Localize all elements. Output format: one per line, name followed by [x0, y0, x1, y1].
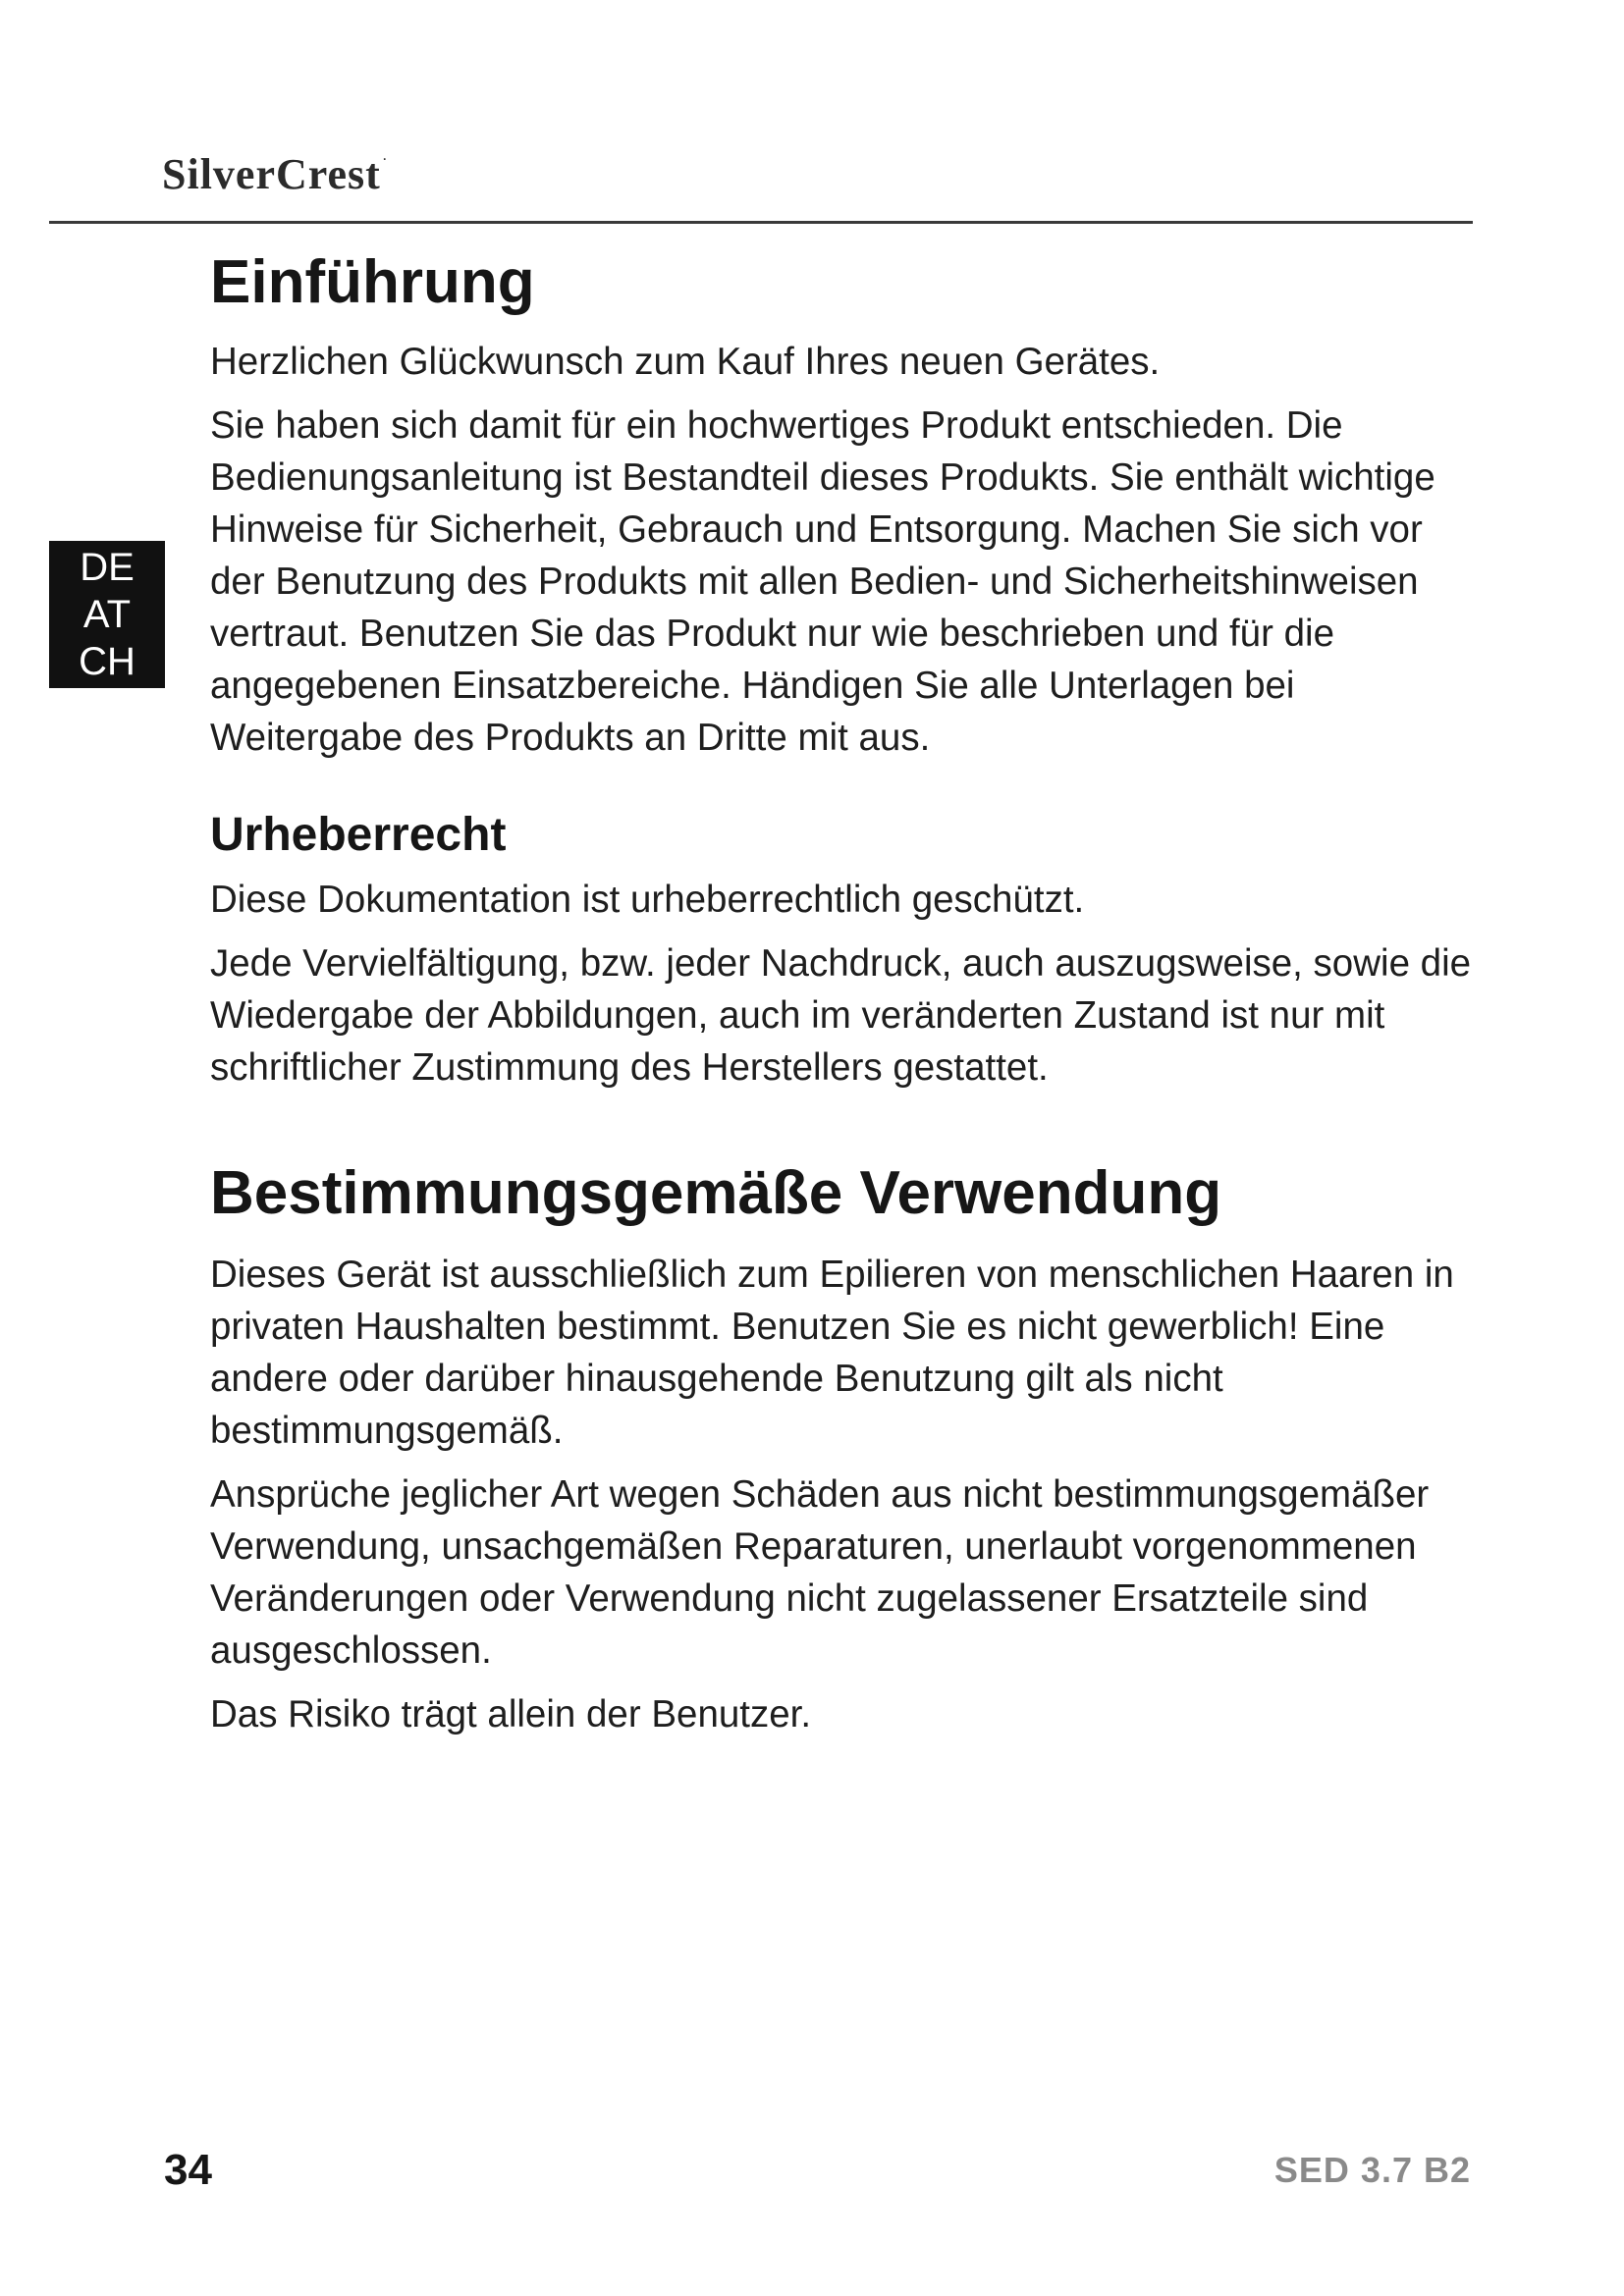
copyright-paragraph-1: Diese Dokumentation ist urheberrechtlich geschützt. [210, 879, 1085, 921]
brand-logo [162, 150, 388, 198]
model-number: SED 3.7 B2 [1273, 2150, 1471, 2190]
copyright-paragraph-2: Jede Vervielfältigung, bzw. jeder Nachdruck, auch auszugsweise, sowie die Wiedergabe der Abbildungen, auch im veränderten Zustand ist nur mit schriftlicher Zustimmung des Herstellers gestattet. [210, 942, 1472, 1089]
heading-intended-use: Bestimmungsgemäße Verwendung [210, 1159, 1222, 1227]
header-divider [49, 221, 1473, 224]
page-number: 34 [164, 2146, 212, 2194]
brand-mark: · [382, 152, 388, 166]
intended-use-paragraph-3: Das Risiko trägt allein der Benutzer. [210, 1693, 812, 1735]
language-tab [49, 541, 165, 688]
page-content [210, 241, 1477, 1740]
heading-copyright: Urheberrecht [210, 809, 507, 861]
section-copyright [210, 803, 1477, 1094]
language-tab-at: AT [82, 593, 132, 636]
intended-use-paragraph-2: Ansprüche jeglicher Art wegen Schäden aus nicht bestimmungsgemäßer Verwendung, unsachgemäßen Reparaturen, unerlaubt vorgenommenen Veränderungen oder Verwendung nicht zugelassener Ersatzteile sind ausgeschlossen. [210, 1473, 1430, 1672]
language-tab-ch: CH [79, 640, 135, 683]
heading-intro: Einführung [210, 248, 535, 316]
brand-name: SilverCrest [162, 150, 381, 198]
section-intended-use [210, 1152, 1477, 1740]
language-tab-de: DE [80, 546, 135, 589]
intro-paragraph-1: Herzlichen Glückwunsch zum Kauf Ihres neuen Gerätes. [210, 341, 1161, 383]
intro-paragraph-2: Sie haben sich damit für ein hochwertiges Produkt entschieden. Die Bedienungsanleitung ist Bestandteil dieses Produkts. Sie enthält wichtige Hinweise für Sicherheit, Gebrauch und Entsorgung. Machen Sie sich vor der Benutzung des Produkts mit allen Bedien- und Sicherheitshinweisen vertraut. Benutzen Sie das Produkt nur wie beschrieben und für die angegebenen Einsatzbereiche. Händigen Sie alle Unterlagen bei Weitergabe des Produkts an Dritte mit aus. [210, 404, 1435, 759]
intended-use-paragraph-1: Dieses Gerät ist ausschließlich zum Epilieren von menschlichen Haaren in privaten Haushalten bestimmt. Benutzen Sie es nicht gewerblich! Eine andere oder darüber hinausgehende Benutzung gilt als nicht bestimmungsgemäß. [210, 1254, 1454, 1452]
section-intro [210, 241, 1477, 764]
